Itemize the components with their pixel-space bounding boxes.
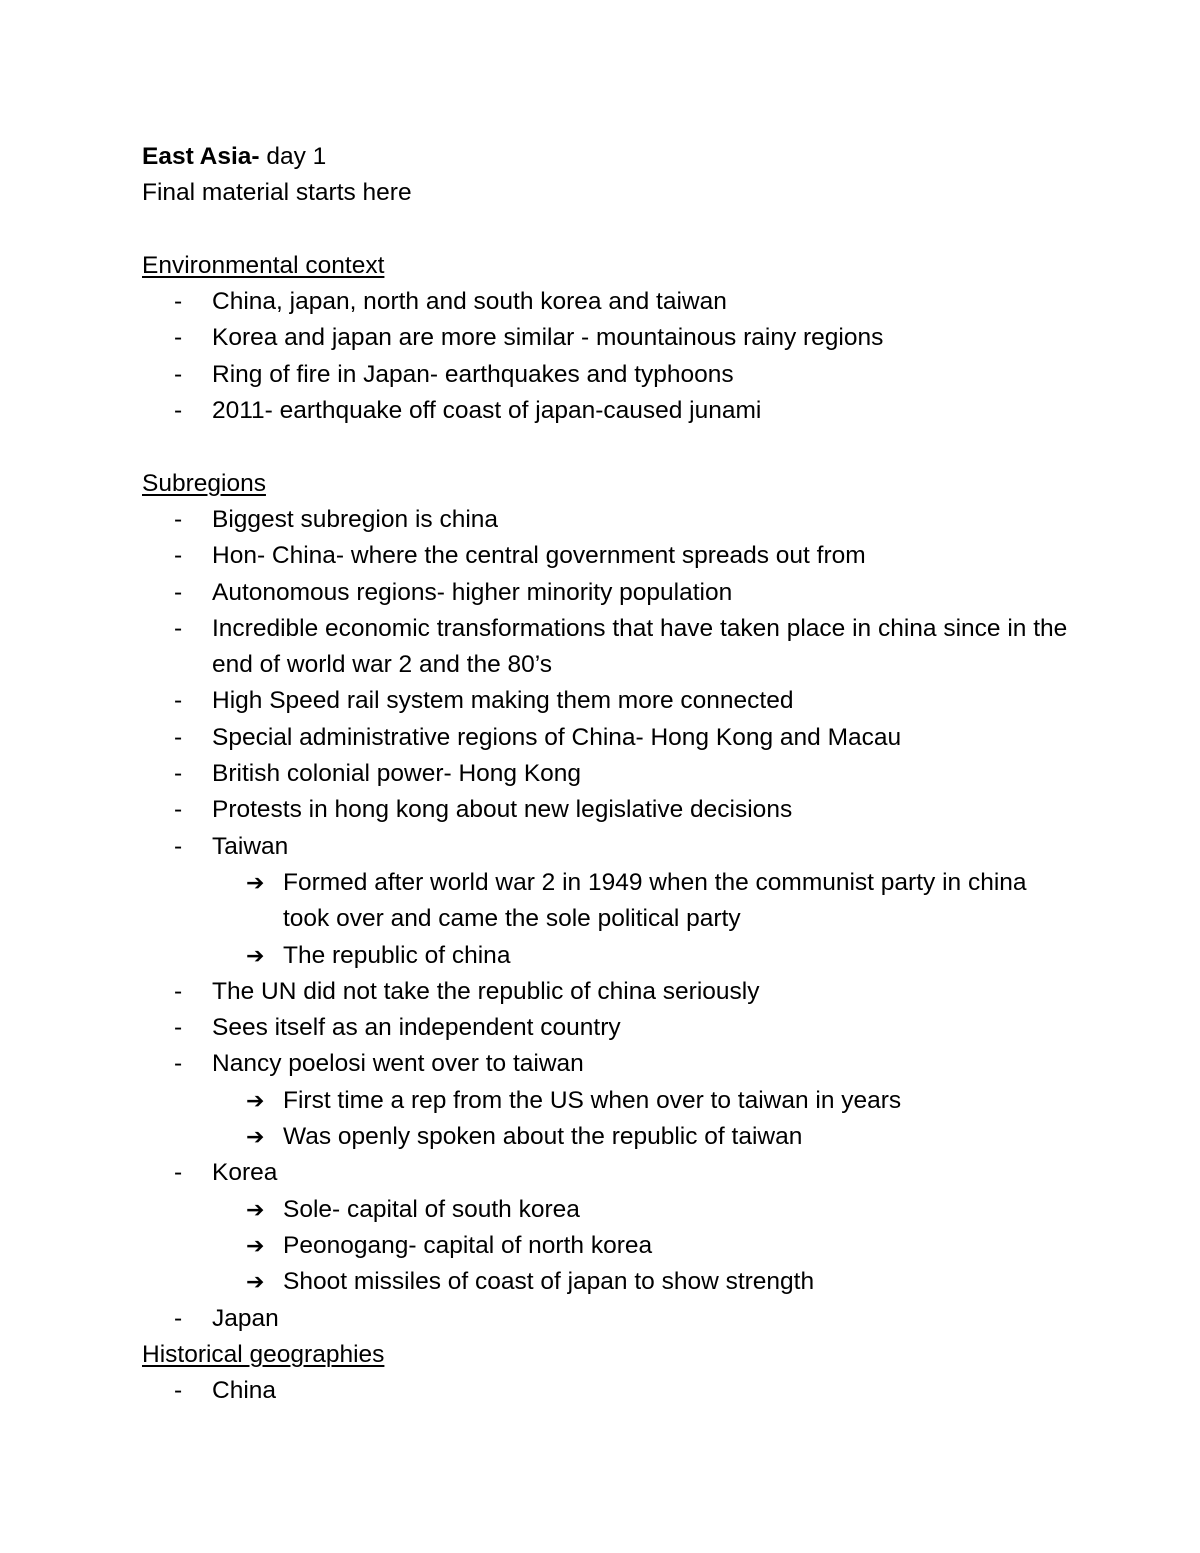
dash-marker: - [174, 760, 183, 788]
historical-geographies-list [142, 1373, 1072, 1409]
list-item [142, 284, 1072, 320]
dash-marker: - [174, 614, 183, 642]
korea-sublist [212, 1192, 1072, 1301]
section-heading-subregions: Subregions [142, 469, 266, 497]
list-item-text: The UN did not take the republic of china seriously [212, 977, 760, 1005]
sub-list-item-text: Was openly spoken about the republic of taiwan [283, 1123, 803, 1151]
title-rest: day 1 [259, 143, 327, 170]
arrow-icon: ➔ [246, 1269, 265, 1295]
list-item-text: Protests in hong kong about new legislative decisions [212, 796, 793, 824]
subregions-list [142, 502, 1072, 1337]
dash-marker: - [174, 288, 183, 316]
sub-list-item-text: Peonogang- capital of north korea [283, 1231, 653, 1259]
sub-list-item [142, 1264, 1072, 1300]
list-item [142, 756, 1072, 792]
sub-list-item [142, 1119, 1072, 1155]
list-item [142, 502, 1072, 538]
sub-list-item [142, 1228, 1072, 1264]
list-item [142, 357, 1072, 393]
list-item [142, 1010, 1072, 1046]
sub-list-item-text: First time a rep from the US when over to taiwan in years [283, 1086, 902, 1114]
dash-marker: - [174, 578, 183, 606]
list-item [142, 974, 1072, 1010]
spacer [142, 429, 1072, 465]
dash-marker: - [174, 1377, 183, 1405]
list-item-pelosi [142, 1046, 1072, 1155]
sub-list-item-text: The republic of china [283, 941, 511, 969]
sub-list-item-text: Formed after world war 2 in 1949 when the communist party in china took over and came the sole political party [283, 868, 1027, 933]
subtitle: Final material starts here [142, 179, 412, 207]
list-item-text: Incredible economic transformations that have taken place in china since in the end of world war 2 and the 80’s [212, 614, 1068, 679]
list-item [142, 575, 1072, 611]
dash-marker: - [174, 977, 183, 1005]
list-item-text: Nancy poelosi went over to taiwan [212, 1050, 584, 1078]
dash-marker: - [174, 832, 183, 860]
pelosi-sublist [212, 1083, 1072, 1156]
list-item [142, 393, 1072, 429]
list-item [142, 1373, 1072, 1409]
list-item [142, 320, 1072, 356]
arrow-icon: ➔ [246, 1087, 265, 1113]
environmental-context-list [142, 284, 1072, 429]
list-item-text: Ring of fire in Japan- earthquakes and typhoons [212, 360, 734, 388]
list-item-text: China [212, 1377, 277, 1405]
title-bold: East Asia- [142, 143, 260, 170]
list-item-text: Special administrative regions of China- Hong Kong and Macau [212, 723, 902, 751]
list-item-text: Biggest subregion is china [212, 505, 499, 533]
dash-marker: - [174, 1304, 183, 1332]
dash-marker: - [174, 796, 183, 824]
taiwan-sublist [212, 865, 1072, 974]
list-item-text: China, japan, north and south korea and taiwan [212, 288, 727, 316]
list-item-text: Taiwan [212, 832, 289, 860]
sub-list-item [142, 938, 1072, 974]
list-item-text: Japan [212, 1304, 279, 1332]
list-item-text: 2011- earthquake off coast of japan-caused junami [212, 397, 762, 425]
arrow-icon: ➔ [246, 1124, 265, 1150]
arrow-icon: ➔ [246, 869, 265, 895]
dash-marker: - [174, 1014, 183, 1042]
list-item [142, 538, 1072, 574]
section-heading-historical-geographies: Historical geographies [142, 1340, 385, 1368]
dash-marker: - [174, 397, 183, 425]
list-item-text: Autonomous regions- higher minority population [212, 578, 733, 606]
arrow-icon: ➔ [246, 942, 265, 968]
sub-list-item [142, 865, 1072, 938]
list-item-text: Sees itself as an independent country [212, 1014, 621, 1042]
sub-list-item-text: Sole- capital of south korea [283, 1195, 580, 1223]
dash-marker: - [174, 687, 183, 715]
arrow-icon: ➔ [246, 1196, 265, 1222]
sub-list-item [142, 1083, 1072, 1119]
dash-marker: - [174, 360, 183, 388]
list-item-text: Korea and japan are more similar - mountainous rainy regions [212, 324, 884, 352]
list-item [142, 792, 1072, 828]
dash-marker: - [174, 542, 183, 570]
list-item-text: Hon- China- where the central government spreads out from [212, 542, 866, 570]
list-item-text: High Speed rail system making them more connected [212, 687, 794, 715]
section-heading-environmental-context: Environmental context [142, 251, 385, 279]
sub-list-item-text: Shoot missiles of coast of japan to show strength [283, 1268, 815, 1296]
dash-marker: - [174, 324, 183, 352]
dash-marker: - [174, 505, 183, 533]
dash-marker: - [174, 1050, 183, 1078]
list-item [142, 683, 1072, 719]
list-item [142, 611, 1072, 684]
dash-marker: - [174, 723, 183, 751]
list-item [142, 1301, 1072, 1337]
list-item-taiwan [142, 829, 1072, 974]
document-page [142, 139, 1072, 1409]
list-item [142, 720, 1072, 756]
list-item-text: Korea [212, 1159, 278, 1187]
spacer [142, 212, 1072, 248]
sub-list-item [142, 1192, 1072, 1228]
dash-marker: - [174, 1159, 183, 1187]
list-item-korea [142, 1155, 1072, 1300]
list-item-text: British colonial power- Hong Kong [212, 760, 582, 788]
page-title [142, 139, 1072, 175]
arrow-icon: ➔ [246, 1232, 265, 1258]
